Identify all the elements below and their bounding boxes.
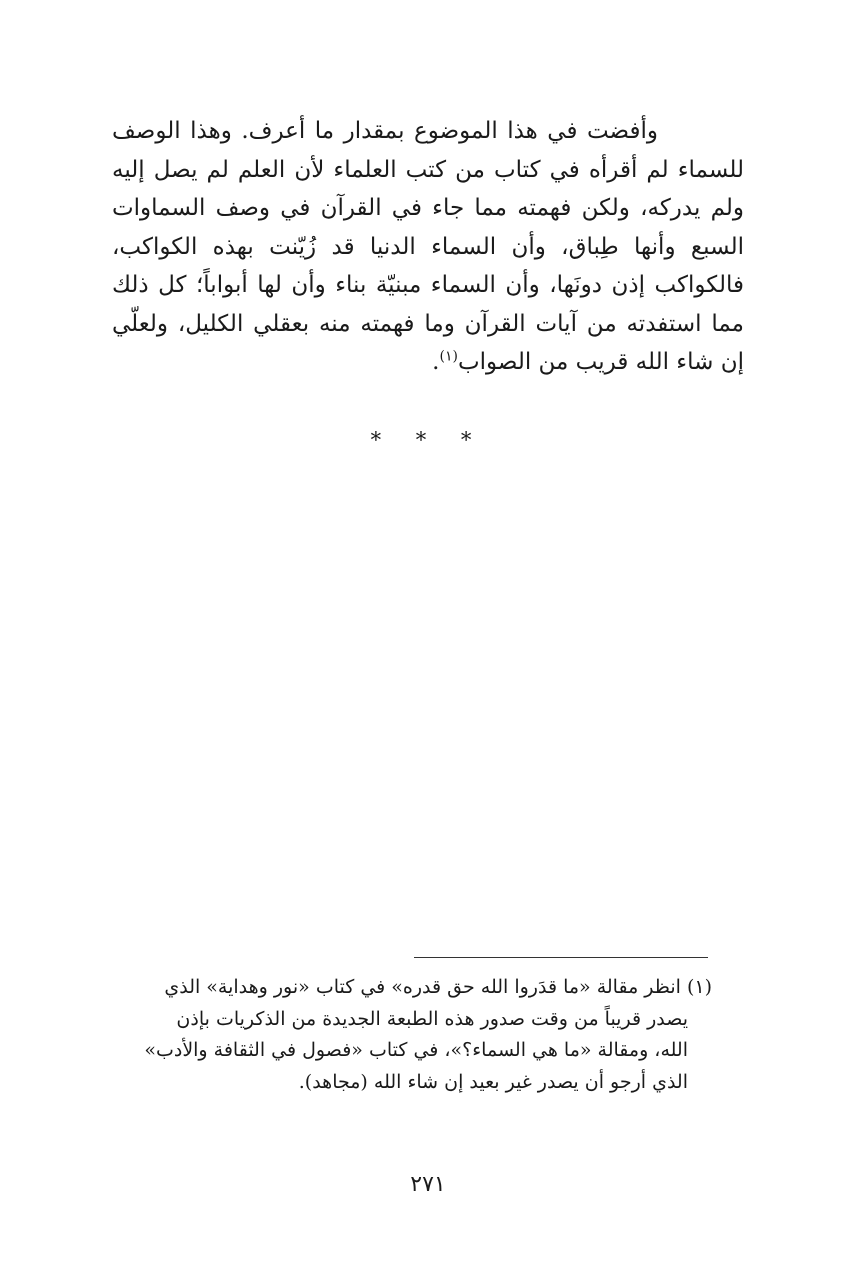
footnote-line-text: انظر مقالة «ما قدَروا الله حق قدره» في كتاب «نور وهداية» الذي — [164, 976, 681, 998]
footnote-line-3: الله، ومقالة «ما هي السماء؟»، في كتاب «فصول في الثقافة والأدب» — [144, 1039, 688, 1061]
footnote — [116, 972, 712, 1098]
footnote-line-4: الذي أرجو أن يصدر غير بعيد إن شاء الله (مجاهد). — [298, 1070, 688, 1093]
section-divider-ornament: * * * — [370, 428, 486, 452]
footnote-line-1 — [116, 972, 712, 1004]
page-number: ٢٧١ — [410, 1172, 446, 1197]
main-text-block — [112, 112, 744, 382]
body-paragraph: وأفضت في هذا الموضوع بمقدار ما أعرف. وهذا الوصف للسماء لم أقرأه في كتاب من كتب العلماء لأن العلم لم يصل إليه ولم يدركه، ولكن فهمته مما جاء في القرآن في وصف السماوات السبع وأنها طِباق، وأن السماء الدنيا قد زُيّنت بهذه الكواكب، فالكواكب إذن دونَها، وأن السماء مبنيّة بناء وأن لها أبواباً؛ كل ذلك مما استفدته من آيات القرآن وما فهمته منه بعقلي الكليل، ولعلّي إن شاء الله قريب من الصواب$^{(١)}$. — [112, 118, 744, 375]
footnote-separator — [414, 957, 708, 958]
footnote-marker: (١) — [686, 976, 712, 998]
body-paragraph-text: وأفضت في هذا الموضوع بمقدار ما أعرف. وهذا الوصف للسماء لم أقرأه في كتاب من كتب العلماء لأن العلم لم يصل إليه ولم يدركه، ولكن فهمته مما جاء في القرآن في وصف السماوات السبع وأنها طِباق، وأن السماء الدنيا قد زُيّنت بهذه الكواكب، فالكواكب إذن دونَها، وأن السماء مبنيّة بناء وأن لها أبواباً؛ كل ذلك مما استفدته من آيات القرآن وما فهمته منه بعقلي الكليل، ولعلّي إن شاء الله قريب من الصواب — [112, 118, 744, 375]
footnote-line-2: يصدر قريباً من وقت صدور هذه الطبعة الجديدة من الذكريات بإذن — [176, 1007, 688, 1030]
footnote-reference: (١) — [439, 348, 458, 365]
